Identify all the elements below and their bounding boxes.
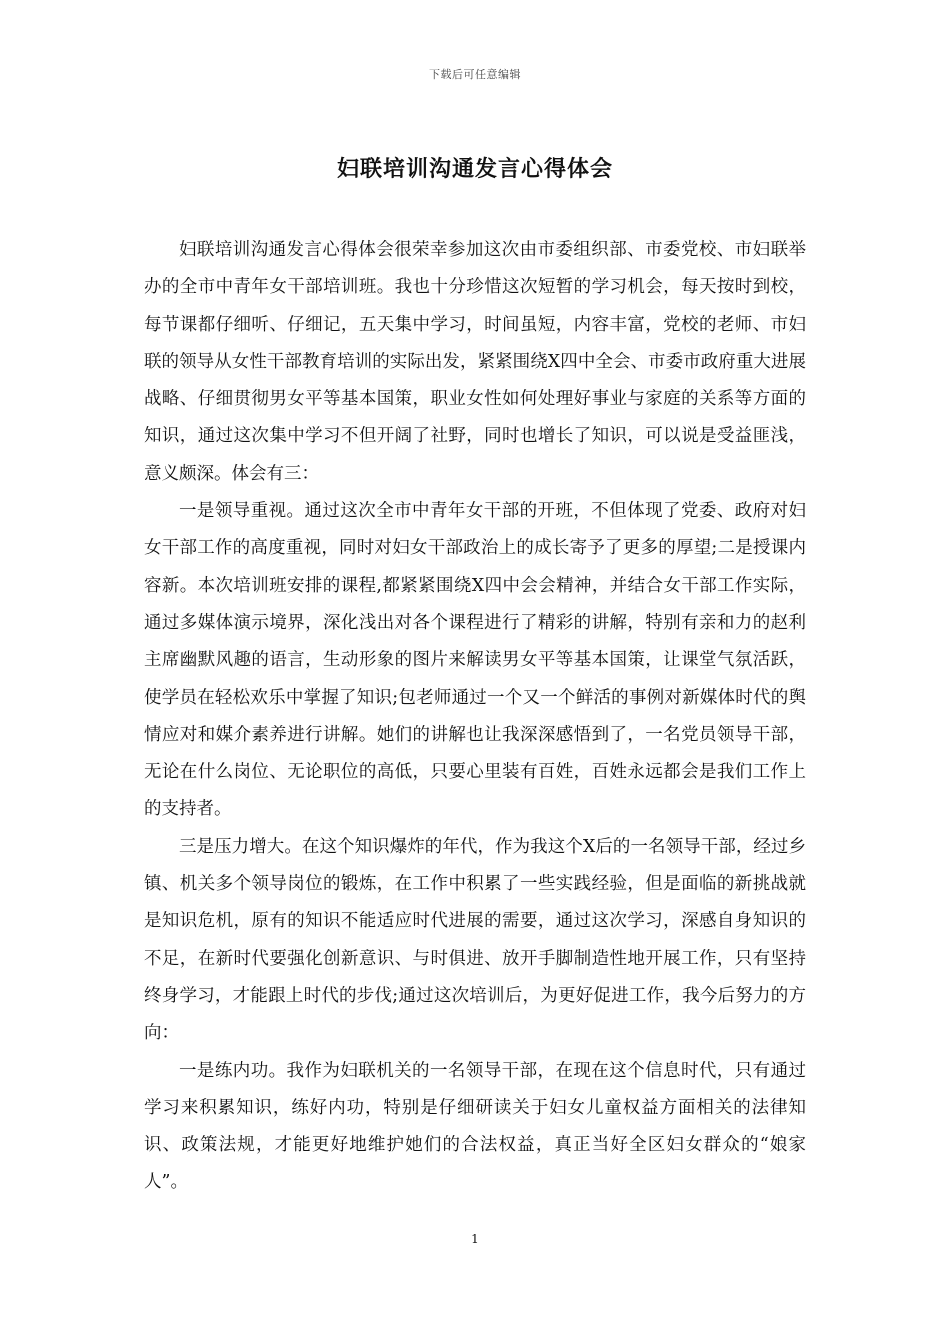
header-note: 下载后可任意编辑 (429, 68, 521, 81)
paragraph-internal-skills: 一是练内功。我作为妇联机关的一名领导干部，在现在这个信息时代，只有通过学习来积累知识，练好内功，特别是仔细研读关于妇女儿童权益方面相关的法律知识、政策法规，才能更好地维护她们的合法权益，真正当好全区妇女群众的“娘家人”。 (144, 1060, 806, 1193)
paragraph-intro: 妇联培训沟通发言心得体会很荣幸参加这次由市委组织部、市委党校、市妇联举办的全市中青年女干部培训班。我也十分珍惜这次短暂的学习机会，每天按时到校，每节课都仔细听、仔细记，五天集中学习，时间虽短，内容丰富，党校的老师、市妇联的领导从女性干部教育培训的实际出发，紧紧围绕X四中全会、市委市政府重大进展战略、仔细贯彻男女平等基本国策，职业女性如何处理好事业与家庭的关系等方面的知识，通过这次集中学习不但开阔了社野，同时也增长了知识，可以说是受益匪浅，意义颇深。体会有三： (144, 240, 806, 484)
page-number: 1 (471, 1232, 479, 1246)
paragraph-pressure: 三是压力增大。在这个知识爆炸的年代，作为我这个X后的一名领导干部，经过乡镇、机关多个领导岗位的锻炼，在工作中积累了一些实践经验，但是面临的新挑战就是知识危机，原有的知识不能适应时代进展的需要，通过这次学习，深感自身知识的不足，在新时代要强化创新意识、与时俱进、放开手脚制造性地开展工作，只有坚持终身学习，才能跟上时代的步伐;通过这次培训后，为更好促进工作，我今后努力的方向： (144, 836, 806, 1044)
paragraph-leadership: 一是领导重视。通过这次全市中青年女干部的开班，不但体现了党委、政府对妇女干部工作的高度重视，同时对妇女干部政治上的成长寄予了更多的厚望;二是授课内容新。本次培训班安排的课程,都紧紧围绕X四中会会精神，并结合女干部工作实际，通过多媒体演示境界，深化浅出对各个课程进行了精彩的讲解，特别有亲和力的赵利主席幽默风趣的语言，生动形象的图片来解读男女平等基本国策，让课堂气氛活跃，使学员在轻松欢乐中掌握了知识;包老师通过一个又一个鲜活的事例对新媒体时代的舆情应对和媒介素养进行讲解。她们的讲解也让我深深感悟到了，一名党员领导干部，无论在什么岗位、无论职位的高低，只要心里装有百姓，百姓永远都会是我们工作上的支持者。 (144, 501, 806, 820)
document-body (144, 232, 806, 1202)
document-title: 妇联培训沟通发言心得体会 (336, 156, 613, 182)
